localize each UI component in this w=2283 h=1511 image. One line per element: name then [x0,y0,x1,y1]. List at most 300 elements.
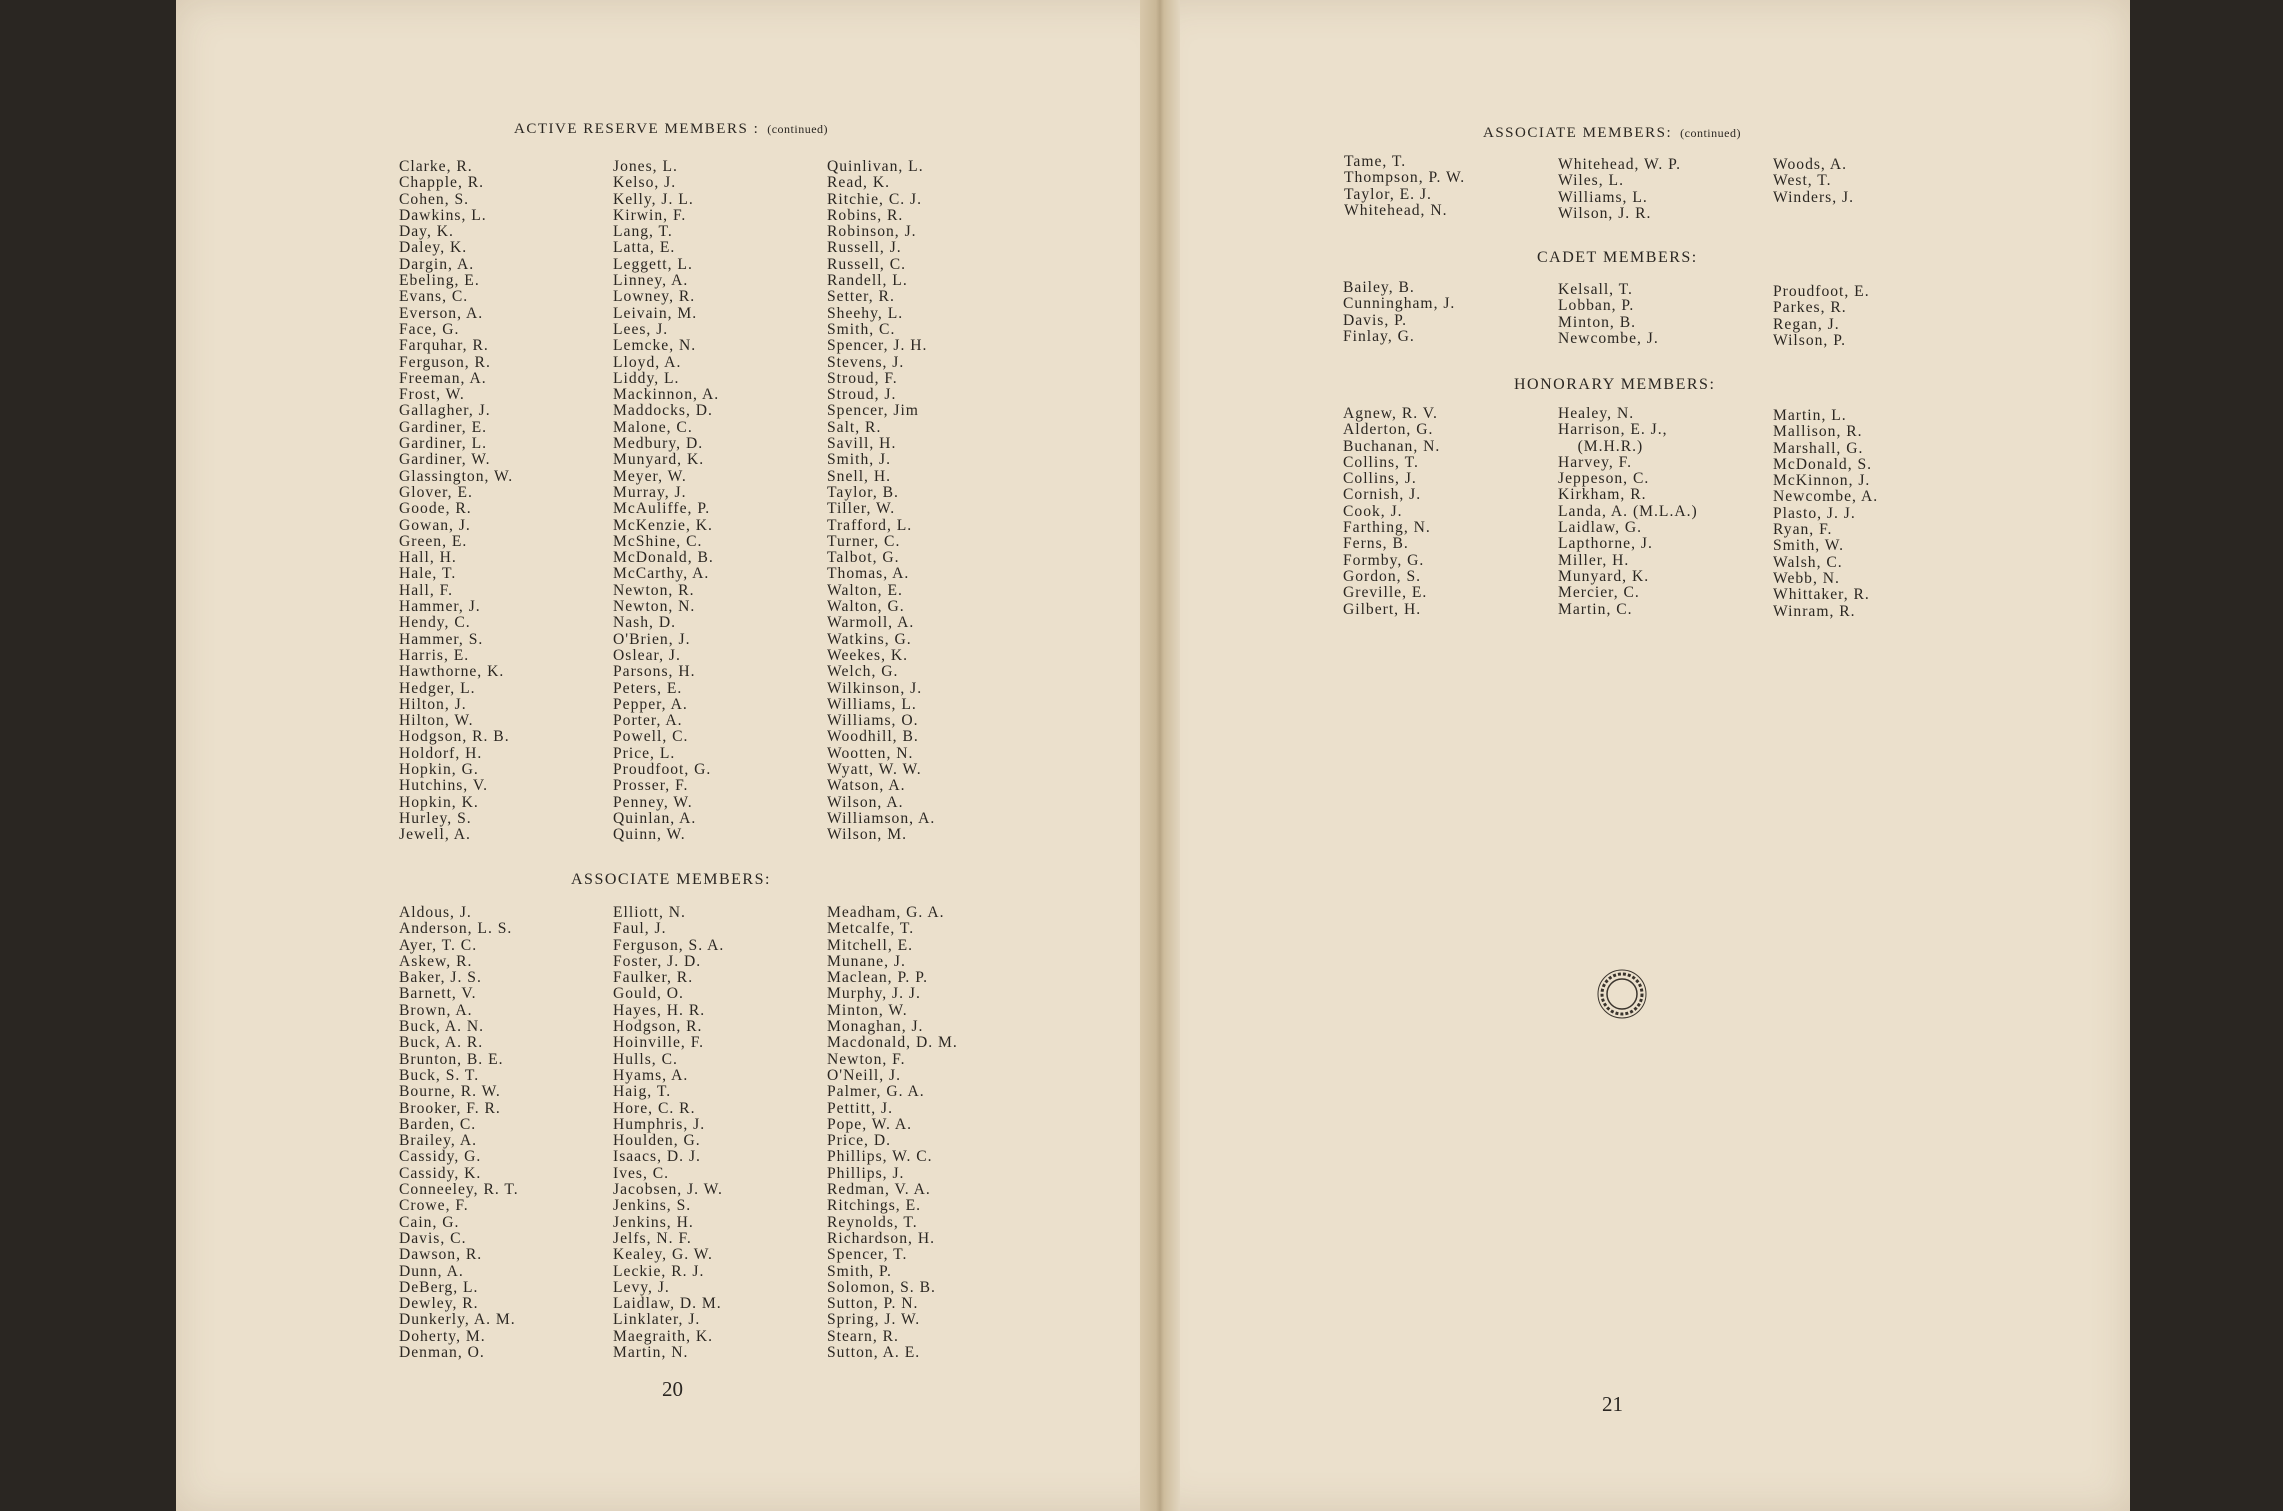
member-name: Newton, N. [613,598,696,616]
member-name: Prosser, F. [613,777,689,795]
member-name: Formby, G. [1343,551,1425,569]
member-name: Hawthorne, K. [399,663,505,681]
member-name: Webb, N. [1773,569,1840,587]
member-name: Greville, E. [1343,584,1428,602]
member-name: Jelfs, N. F. [613,1229,692,1247]
member-name: Harvey, F. [1558,453,1632,471]
member-name: Russell, C. [827,255,907,273]
member-name: Baker, J. S. [399,969,482,987]
member-name: Oslear, J. [613,646,681,664]
member-name: Trafford, L. [827,516,913,534]
member-name: Macdonald, D. M. [827,1034,958,1052]
member-name: Dunkerly, A. M. [399,1311,516,1329]
member-name: Day, K. [399,223,454,241]
associate-column-3 [827,905,958,1361]
member-name: Gardiner, L. [399,435,488,453]
associate-continued-note: (continued) [1680,126,1741,140]
member-name: Gardiner, E. [399,418,488,436]
member-name: Sutton, A. E. [827,1344,921,1362]
member-name: Buck, A. N. [399,1018,485,1036]
honorary-column-2 [1558,406,1698,618]
member-name: Williamson, A. [827,809,936,827]
member-name: Alderton, G. [1343,421,1434,439]
member-name: Weekes, K. [827,646,909,664]
member-name: Newton, F. [827,1050,906,1068]
member-name: McShine, C. [613,532,703,550]
member-name: Brailey, A. [399,1132,477,1150]
member-name: Glover, E. [399,483,473,501]
member-name: Hoinville, F. [613,1034,705,1052]
member-name: Frost, W. [399,386,465,404]
member-name: Face, G. [399,320,460,338]
associate-continued-column-2 [1558,157,1681,222]
member-name: Lapthorne, J. [1558,535,1653,553]
member-name: Ferguson, R. [399,353,491,371]
member-name: Whittaker, R. [1773,586,1870,604]
member-name: Gardiner, W. [399,451,491,469]
member-name: Richardson, H. [827,1229,935,1247]
member-name: Ferguson, S. A. [613,936,725,954]
member-name: Evans, C. [399,288,469,306]
member-name: Linney, A. [613,272,689,290]
member-name: Welch, G. [827,663,899,681]
member-name: Smith, P. [827,1262,892,1280]
member-name: Lang, T. [613,223,673,241]
member-name: Hammer, S. [399,630,484,648]
member-name: Leggett, L. [613,255,693,273]
member-name: Palmer, G. A. [827,1083,925,1101]
associate-members-heading [571,871,771,889]
member-name: Meadham, G. A. [827,904,945,921]
member-name: Minton, W. [827,1001,908,1019]
member-name: Farthing, N. [1343,519,1431,537]
member-name: Sheehy, L. [827,304,904,322]
member-name: Martin, N. [613,1344,689,1362]
member-name: Leivain, M. [613,304,698,322]
member-name: Anderson, L. S. [399,920,513,938]
member-name: Price, D. [827,1132,891,1150]
member-name: Munyard, K. [613,451,705,469]
member-name: Latta, E. [613,239,676,257]
member-name: Bourne, R. W. [399,1083,501,1101]
member-name: Snell, H. [827,467,892,485]
associate-continued-column-3 [1773,157,1854,206]
member-name: Lowney, R. [613,288,696,306]
member-name: Minton, B. [1558,313,1637,331]
member-name: Hilton, W. [399,712,474,730]
member-name: Phillips, J. [827,1164,905,1182]
associate-continued-heading-text: ASSOCIATE MEMBERS: [1483,125,1673,141]
member-name: Hopkin, K. [399,793,479,811]
member-name: Gordon, S. [1343,567,1422,585]
member-name: Faulker, R. [613,969,694,987]
associate-members-heading-text: ASSOCIATE MEMBERS: [571,871,771,888]
member-name: Salt, R. [827,418,882,436]
member-name: Regan, J. [1773,315,1840,333]
member-name: Ferns, B. [1343,535,1409,553]
member-name: Quinlivan, L. [827,158,924,175]
member-name: Turner, C. [827,532,901,550]
member-name: Munane, J. [827,952,906,970]
member-name: Wilson, J. R. [1558,204,1652,222]
member-name: Hayes, H. R. [613,1001,706,1019]
member-name: Phillips, W. C. [827,1148,933,1166]
member-name: Isaacs, D. J. [613,1148,701,1166]
member-name: Farquhar, R. [399,337,489,355]
member-name: Reynolds, T. [827,1213,918,1231]
active-reserve-continued-note: (continued) [767,122,829,136]
member-name: Hurley, S. [399,809,472,827]
member-name: Faul, J. [613,920,667,938]
member-name: Hendy, C. [399,614,471,632]
member-name: Dawkins, L. [399,206,487,224]
member-name: (M.H.R.) [1558,437,1644,455]
member-name: Harrison, E. J., [1558,421,1668,439]
member-name: Price, L. [613,744,676,762]
member-name: Houlden, G. [613,1132,701,1150]
member-name: Landa, A. (M.L.A.) [1558,502,1698,520]
active-reserve-heading [514,121,828,138]
member-name: Clarke, R. [399,158,473,175]
member-name: Holdorf, H. [399,744,483,762]
member-name: Collins, T. [1343,453,1419,471]
member-name: Pepper, A. [613,695,688,713]
honorary-column-3 [1773,408,1878,620]
member-name: Ritchings, E. [827,1197,921,1215]
member-name: Metcalfe, T. [827,920,915,938]
member-name: Williams, O. [827,712,919,730]
cadet-column-1 [1343,280,1455,345]
member-name: McKinnon, J. [1773,472,1871,490]
member-name: Taylor, B. [827,483,899,501]
member-name: Spencer, Jim [827,402,919,420]
member-name: Wootten, N. [827,744,914,762]
member-name: Linklater, J. [613,1311,701,1329]
member-name: Wilson, P. [1773,331,1847,349]
member-name: Quinlan, A. [613,809,697,827]
member-name: Lemcke, N. [613,337,697,355]
member-name: Jenkins, H. [613,1213,694,1231]
member-name: Dargin, A. [399,255,475,273]
member-name: Watson, A. [827,777,906,795]
member-name: Pettitt, J. [827,1099,894,1117]
member-name: McAuliffe, P. [613,500,711,518]
member-name: Thomas, A. [827,565,910,583]
member-name: Buck, S. T. [399,1066,480,1084]
member-name: Gould, O. [613,985,684,1003]
member-name: O'Brien, J. [613,630,691,648]
member-name: Hedger, L. [399,679,476,697]
honorary-column-1 [1343,406,1440,618]
cadet-column-3 [1773,284,1870,349]
member-name: Warmoll, A. [827,614,915,632]
cadet-column-2 [1558,282,1659,347]
member-name: Proudfoot, E. [1773,283,1870,300]
member-name: Newton, R. [613,581,695,599]
member-name: Harris, E. [399,646,470,664]
member-name: Foster, J. D. [613,952,702,970]
member-name: Healey, N. [1558,405,1635,422]
member-name: Davis, C. [399,1229,467,1247]
member-name: Kirwin, F. [613,206,687,224]
member-name: Monaghan, J. [827,1018,924,1036]
member-name: Randell, L. [827,272,908,290]
member-name: Maddocks, D. [613,402,713,420]
member-name: Stroud, F. [827,369,898,387]
member-name: Proudfoot, G. [613,760,712,778]
member-name: Goode, R. [399,500,472,518]
member-name: Jewell, A. [399,826,471,844]
member-name: Williams, L. [1558,188,1648,206]
member-name: Savill, H. [827,435,897,453]
member-name: Dunn, A. [399,1262,464,1280]
member-name: Dewley, R. [399,1295,479,1313]
member-name: Maclean, P. P. [827,969,929,987]
active-reserve-column-2 [613,159,719,843]
member-name: Wilkinson, J. [827,679,923,697]
member-name: DeBerg, L. [399,1278,479,1296]
member-name: Sutton, P. N. [827,1295,919,1313]
member-name: Williams, L. [827,695,917,713]
member-name: Hall, F. [399,581,453,599]
member-name: Hale, T. [399,565,457,583]
member-name: Lobban, P. [1558,297,1635,315]
member-name: Kelso, J. [613,174,677,192]
member-name: Winders, J. [1773,188,1854,206]
member-name: Pope, W. A. [827,1115,913,1133]
member-name: Plasto, J. J. [1773,504,1856,522]
member-name: Hopkin, G. [399,760,479,778]
member-name: Newcombe, A. [1773,488,1879,506]
member-name: Stroud, J. [827,386,897,404]
member-name: Jeppeson, C. [1558,470,1650,488]
member-name: McDonald, S. [1773,455,1873,473]
member-name: Martin, C. [1558,600,1633,618]
member-name: Freeman, A. [399,369,487,387]
member-name: Marshall, G. [1773,439,1864,457]
member-name: Kelsall, T. [1558,281,1633,298]
member-name: Conneeley, R. T. [399,1181,519,1199]
member-name: Cunningham, J. [1343,295,1456,313]
member-name: Munyard, K. [1558,567,1650,585]
wreath-ornament-icon [1594,966,1650,1022]
member-name: Doherty, M. [399,1327,486,1345]
book-gutter [1140,0,1180,1511]
member-name: Spencer, J. H. [827,337,928,355]
member-name: Smith, J. [827,451,892,469]
member-name: Kealey, G. W. [613,1246,713,1264]
member-name: Medbury, D. [613,435,704,453]
member-name: Nash, D. [613,614,677,632]
member-name: Ryan, F. [1773,521,1833,539]
member-name: Dawson, R. [399,1246,483,1264]
member-name: Malone, C. [613,418,693,436]
member-name: Stearn, R. [827,1327,899,1345]
member-name: Jenkins, S. [613,1197,692,1215]
member-name: Jones, L. [613,158,678,175]
honorary-members-heading-text: HONORARY MEMBERS: [1514,376,1716,393]
member-name: Wilson, M. [827,826,907,844]
member-name: Porter, A. [613,712,683,730]
member-name: Walsh, C. [1773,553,1843,571]
member-name: Wilson, A. [827,793,904,811]
member-name: West, T. [1773,172,1832,190]
member-name: Read, K. [827,174,890,192]
member-name: Collins, J. [1343,470,1417,488]
active-reserve-heading-text: ACTIVE RESERVE MEMBERS : [514,121,760,137]
member-name: Denman, O. [399,1344,485,1362]
member-name: Watkins, G. [827,630,912,648]
member-name: Parsons, H. [613,663,696,681]
member-name: Ritchie, C. J. [827,190,922,208]
member-name: Cohen, S. [399,190,470,208]
member-name: Davis, P. [1343,311,1408,329]
page-number-right: 21 [1602,1392,1623,1416]
member-name: Mercier, C. [1558,584,1640,602]
member-name: Cain, G. [399,1213,460,1231]
member-name: Gowan, J. [399,516,471,534]
member-name: Walton, G. [827,598,905,616]
member-name: Liddy, L. [613,369,680,387]
member-name: Ayer, T. C. [399,936,478,954]
member-name: Crowe, F. [399,1197,469,1215]
member-name: Laidlaw, D. M. [613,1295,722,1313]
member-name: Tiller, W. [827,500,896,518]
member-name: Martin, L. [1773,407,1847,424]
honorary-members-heading [1514,376,1715,394]
member-name: Cornish, J. [1343,486,1422,504]
member-name: Solomon, S. B. [827,1278,936,1296]
associate-continued-column-1 [1344,154,1465,219]
member-name: Penney, W. [613,793,693,811]
member-name: Hilton, J. [399,695,467,713]
member-name: Maegraith, K. [613,1327,714,1345]
right-page [1150,0,2130,1511]
member-name: Stevens, J. [827,353,905,371]
member-name: Miller, H. [1558,551,1630,569]
member-name: Barden, C. [399,1115,477,1133]
member-name: Hammer, J. [399,598,481,616]
member-name: Askew, R. [399,952,473,970]
member-name: Brooker, F. R. [399,1099,501,1117]
member-name: Thompson, P. W. [1344,169,1466,187]
member-name: Hyams, A. [613,1066,689,1084]
member-name: Jacobsen, J. W. [613,1181,723,1199]
member-name: Buchanan, N. [1343,437,1441,455]
active-reserve-column-1 [399,159,513,843]
member-name: Everson, A. [399,304,484,322]
member-name: Newcombe, J. [1558,329,1659,347]
member-name: Smith, C. [827,320,896,338]
member-name: Bailey, B. [1343,279,1415,296]
associate-column-1 [399,905,519,1361]
member-name: Spring, J. W. [827,1311,921,1329]
member-name: Lloyd, A. [613,353,682,371]
member-name: Mackinnon, A. [613,386,720,404]
active-reserve-column-3 [827,159,935,843]
member-name: Hore, C. R. [613,1099,696,1117]
member-name: Cassidy, G. [399,1148,482,1166]
member-name: McKenzie, K. [613,516,713,534]
member-name: Tame, T. [1344,153,1407,170]
member-name: Murray, J. [613,483,687,501]
member-name: Finlay, G. [1343,327,1415,345]
member-name: O'Neill, J. [827,1066,902,1084]
member-name: Robins, R. [827,206,904,224]
member-name: Meyer, W. [613,467,687,485]
member-name: Kelly, J. L. [613,190,694,208]
member-name: Humphris, J. [613,1115,706,1133]
cadet-members-heading-text: CADET MEMBERS: [1537,249,1698,266]
member-name: Elliott, N. [613,904,686,921]
member-name: Taylor, E. J. [1344,185,1432,203]
member-name: Wiles, L. [1558,172,1624,190]
member-name: Barnett, V. [399,985,477,1003]
member-name: Hulls, C. [613,1050,678,1068]
member-name: Levy, J. [613,1278,670,1296]
member-name: Mitchell, E. [827,936,914,954]
member-name: Woodhill, B. [827,728,919,746]
associate-continued-heading [1483,125,1741,142]
member-name: Chapple, R. [399,174,485,192]
member-name: Ebeling, E. [399,272,480,290]
member-name: Lees, J. [613,320,669,338]
member-name: Spencer, T. [827,1246,908,1264]
member-name: Ives, C. [613,1164,670,1182]
member-name: Gallagher, J. [399,402,491,420]
member-name: Quinn, W. [613,826,686,844]
member-name: Aldous, J. [399,904,472,921]
member-name: Cassidy, K. [399,1164,482,1182]
member-name: Hutchins, V. [399,777,488,795]
member-name: Setter, R. [827,288,895,306]
member-name: Redman, V. A. [827,1181,931,1199]
member-name: Walton, E. [827,581,903,599]
member-name: Hall, H. [399,549,457,567]
member-name: Whitehead, W. P. [1558,156,1681,173]
member-name: Haig, T. [613,1083,672,1101]
member-name: Cook, J. [1343,502,1403,520]
member-name: Robinson, J. [827,223,917,241]
member-name: Powell, C. [613,728,689,746]
member-name: Parkes, R. [1773,299,1847,317]
member-name: Woods, A. [1773,156,1848,173]
member-name: Green, E. [399,532,468,550]
member-name: Peters, E. [613,679,683,697]
member-name: Talbot, G. [827,549,900,567]
member-name: McDonald, B. [613,549,714,567]
member-name: Wyatt, W. W. [827,760,922,778]
page-number-left: 20 [662,1377,683,1401]
member-name: Glassington, W. [399,467,514,485]
member-name: Russell, J. [827,239,902,257]
member-name: Winram, R. [1773,602,1856,620]
member-name: Daley, K. [399,239,468,257]
member-name: Kirkham, R. [1558,486,1647,504]
member-name: Brown, A. [399,1001,473,1019]
member-name: McCarthy, A. [613,565,710,583]
associate-column-2 [613,905,724,1361]
member-name: Gilbert, H. [1343,600,1422,618]
member-name: Leckie, R. J. [613,1262,705,1280]
member-name: Mallison, R. [1773,423,1863,441]
member-name: Buck, A. R. [399,1034,484,1052]
member-name: Hodgson, R. B. [399,728,510,746]
member-name: Whitehead, N. [1344,201,1448,219]
member-name: Agnew, R. V. [1343,405,1438,422]
member-name: Murphy, J. J. [827,985,921,1003]
member-name: Hodgson, R. [613,1018,703,1036]
